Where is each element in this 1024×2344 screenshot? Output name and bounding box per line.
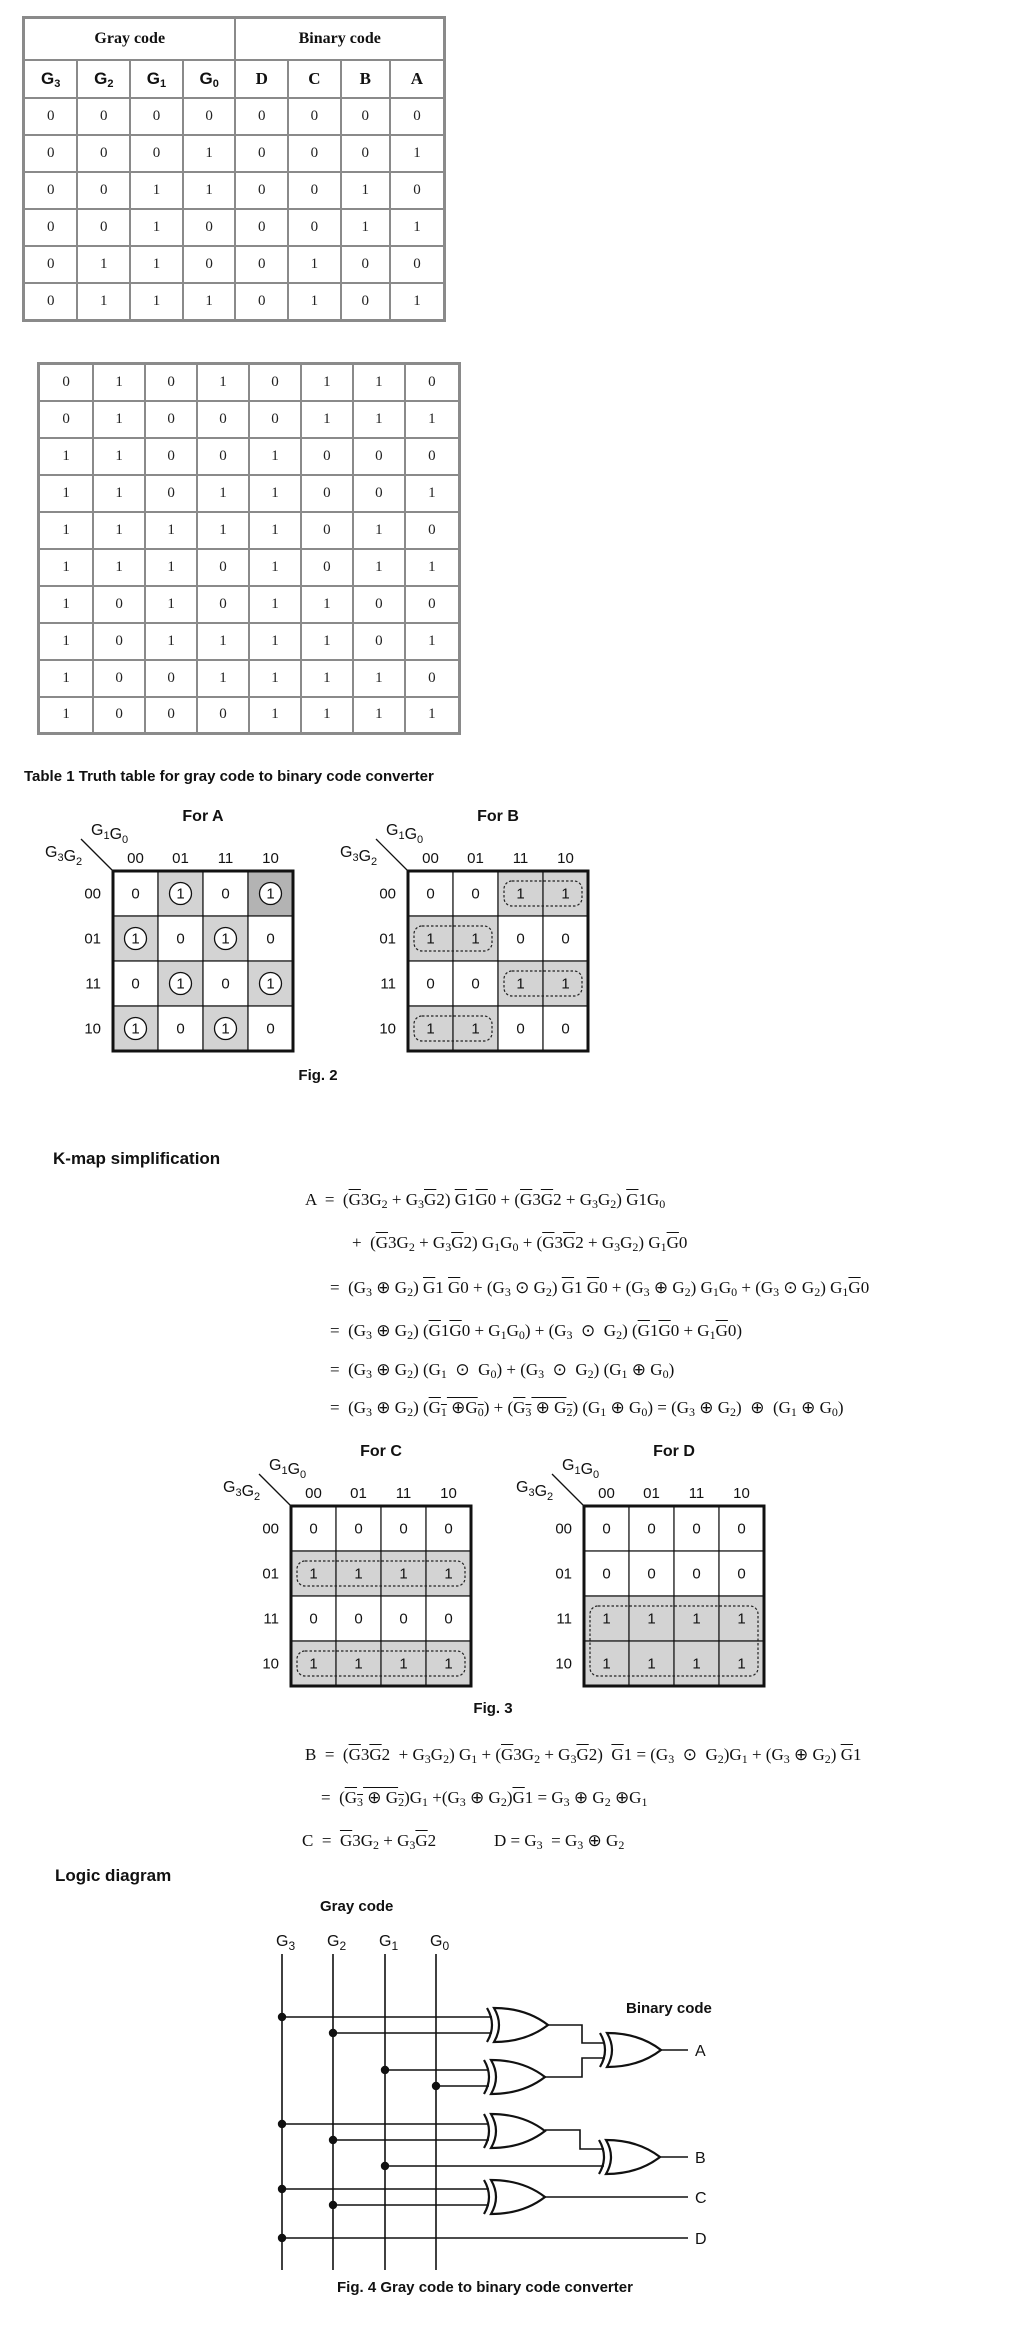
table-cell: 1 (301, 364, 353, 401)
table-cell: 1 (145, 549, 197, 586)
table-cell: 0 (145, 660, 197, 697)
kmap-cell-value: 1 (426, 930, 435, 948)
kmap-cell-value: 0 (647, 1520, 656, 1538)
table-cell: 0 (39, 401, 94, 438)
table-cell: 0 (235, 283, 288, 320)
table-cell: 1 (93, 549, 145, 586)
binary-code-outputs-title: Binary code (626, 2000, 712, 2017)
table-cell: 1 (93, 401, 145, 438)
kmap-cell-value: 0 (354, 1610, 363, 1628)
kmap-col-variable: $G_1G_0$ (91, 822, 129, 846)
table-cell: 1 (39, 475, 94, 512)
kmap-row-label: 10 (379, 1020, 396, 1038)
wire (545, 2130, 604, 2149)
xor-gate-body (494, 2008, 548, 2042)
kmap-row-label: 00 (379, 885, 396, 903)
column-header-g0: $G_0$ (183, 60, 236, 98)
kmap-cell-value: 1 (561, 975, 570, 993)
table-cell: 1 (249, 660, 301, 697)
table-cell: 1 (93, 364, 145, 401)
table-cell: 1 (353, 697, 405, 734)
kmap-cell-value: 1 (471, 930, 480, 948)
eq-A-line4: = ($G_3$ ⊕ $G_2$) $(\overline{G}1\overline{G}0 + G_1G_0) + (G_3$ ⊙ $G_2$) $(\overline{G}1\overline{G}0 + G_1\overline{G}0)$ (330, 1321, 743, 1342)
xor-gate-body (491, 2060, 545, 2094)
kmap-cell-value: 1 (737, 1610, 746, 1628)
table-cell: 1 (197, 512, 249, 549)
kmap-cell-value: 1 (354, 1655, 363, 1673)
table-cell: 1 (39, 586, 94, 623)
kmap-row-label: 10 (84, 1020, 101, 1038)
table-cell: 0 (235, 209, 288, 246)
input-label-g3: $G_3$ (276, 1933, 296, 1953)
table-cell: 1 (249, 697, 301, 734)
table-cell: 1 (197, 623, 249, 660)
table1-caption: Table 1 Truth table for gray code to binary code converter (24, 768, 434, 785)
table-cell: 1 (197, 364, 249, 401)
kmap-cell-value: 1 (176, 885, 185, 903)
kmap-cell-value: 0 (561, 930, 570, 948)
table-cell: 1 (145, 586, 197, 623)
kmap-row-label: 00 (262, 1520, 279, 1538)
kmap-row-label: 01 (555, 1565, 572, 1583)
table-cell: 0 (341, 98, 390, 135)
kmap-cell-value: 1 (266, 885, 275, 903)
table-cell: 0 (183, 209, 236, 246)
kmap-cell-value: 1 (602, 1655, 611, 1673)
table-cell: 0 (405, 364, 460, 401)
table-cell: 0 (93, 660, 145, 697)
kmap-row-label: 11 (556, 1610, 572, 1628)
table-cell: 0 (353, 438, 405, 475)
kmap-cell-value: 0 (471, 975, 480, 993)
kmap-cell-value: 0 (309, 1520, 318, 1538)
kmap-cell-value: 1 (516, 975, 525, 993)
kmap-col-label: 11 (395, 1485, 412, 1502)
table-cell: 0 (301, 512, 353, 549)
gray-code-inputs-title: Gray code (320, 1898, 394, 1915)
table-cell: 1 (353, 364, 405, 401)
xor-back-curve (484, 2060, 489, 2094)
kmap-cell-value: 0 (692, 1520, 701, 1538)
table-cell: 0 (39, 364, 94, 401)
kmap-cell-value: 0 (309, 1610, 318, 1628)
xor-gate-output-c (484, 2180, 545, 2214)
table-cell: 1 (353, 401, 405, 438)
table-cell: 1 (39, 623, 94, 660)
table-cell: 1 (183, 135, 236, 172)
table-cell: 1 (353, 660, 405, 697)
kmap-cell-value: 1 (692, 1610, 701, 1628)
kmap-cell-value: 1 (444, 1655, 453, 1673)
table-cell: 0 (93, 697, 145, 734)
table-cell: 1 (39, 438, 94, 475)
kmap-cell-value: 1 (647, 1610, 656, 1628)
table-cell: 0 (390, 98, 445, 135)
table-cell: 1 (249, 512, 301, 549)
table-cell: 0 (288, 172, 341, 209)
table-cell: 1 (197, 475, 249, 512)
kmap-col-label: 10 (557, 850, 574, 867)
output-label-b: B (695, 2150, 706, 2167)
table-cell: 0 (77, 209, 130, 246)
kmap-col-label: 11 (217, 850, 234, 867)
table-cell: 0 (301, 438, 353, 475)
table-cell: 1 (353, 512, 405, 549)
kmap-col-label: 01 (643, 1485, 660, 1502)
kmap-cell-value: 1 (131, 1020, 140, 1038)
table-cell: 0 (197, 401, 249, 438)
table-cell: 1 (130, 172, 183, 209)
table-cell: 0 (183, 98, 236, 135)
kmap-cell-value: 0 (399, 1520, 408, 1538)
kmap-col-label: 01 (467, 850, 484, 867)
kmap-col-label: 10 (733, 1485, 750, 1502)
kmap-row-label: 11 (380, 975, 396, 993)
table-cell: 0 (145, 364, 197, 401)
kmap-cell-value: 1 (444, 1565, 453, 1583)
fig4-caption: Fig. 4 Gray code to binary code converter (337, 2279, 633, 2296)
table-cell: 0 (235, 98, 288, 135)
eq-A-line2: + $(\overline{G}3G_2 + G_3\overline{G}2) G_1G_0 + (\overline{G}3\overline{G}2 + G_3G_2)$ $G_1\overline{G}0$ (352, 1233, 688, 1254)
table-cell: 0 (24, 209, 78, 246)
kmap-cell-value: 0 (266, 1020, 275, 1038)
table-cell: 0 (24, 283, 78, 320)
kmap-col-label: 10 (440, 1485, 457, 1502)
table-cell: 0 (341, 135, 390, 172)
xor-gate-body (606, 2140, 660, 2174)
table-cell: 1 (405, 401, 460, 438)
table-cell: 0 (77, 172, 130, 209)
table-cell: 1 (183, 283, 236, 320)
kmap-section-heading: K-map simplification (53, 1149, 221, 1168)
table-cell: 0 (235, 246, 288, 283)
table-cell: 0 (24, 135, 78, 172)
table-cell: 1 (39, 660, 94, 697)
gray-code-group-header: Gray code (24, 18, 236, 61)
table-cell: 0 (235, 172, 288, 209)
table-cell: 0 (288, 98, 341, 135)
kmap-title: For D (653, 1443, 695, 1460)
table-cell: 0 (197, 697, 249, 734)
kmap-col-label: 00 (305, 1485, 322, 1502)
kmap-row-variable: $G_3G_2$ (223, 1479, 261, 1503)
table-cell: 0 (353, 623, 405, 660)
table-cell: 1 (301, 697, 353, 734)
table-cell: 1 (130, 209, 183, 246)
kmap-col-label: 01 (172, 850, 189, 867)
table-cell: 1 (405, 623, 460, 660)
kmap-row-variable: $G_3G_2$ (516, 1479, 554, 1503)
eq-A-line5: = ($G_3$ ⊕ $G_2$) ($G_1$ ⊙ $G_0) + (G_3$ ⊙ $G_2$) ($G_1$ ⊕ $G_0$) (330, 1360, 675, 1381)
eq-B-line1: $B = (\overline{G}3\overline{G}2 + G_3G_2) G_1 + (\overline{G}3G_2 + G_3\overline{G}2) \overline{G}1 = (G_3$ ⊙ $G_2)G_1 + (G_3$ ⊕ $G_2$) $\overline{G}1$ (305, 1745, 862, 1766)
table-cell: 1 (301, 660, 353, 697)
table-cell: 1 (301, 401, 353, 438)
table-cell: 1 (93, 475, 145, 512)
xor-gate-output-a (600, 2033, 661, 2067)
xor-gate-body (491, 2114, 545, 2148)
table-cell: 0 (145, 697, 197, 734)
kmap-cell-value: 0 (426, 975, 435, 993)
table-cell: 1 (39, 697, 94, 734)
output-label-d: D (695, 2231, 707, 2248)
eq-B-line2: = ($G_3$ ⊕ $G_2)G_1 +(G_3$ ⊕ $G_2)\overline{G}1 = G_3$ ⊕ $G_2$ $\oplus G_1$ (321, 1788, 648, 1809)
table-cell: 0 (77, 135, 130, 172)
kmap-cell-value: 0 (561, 1020, 570, 1038)
kmap-col-variable: $G_1G_0$ (269, 1457, 307, 1481)
kmap-title: For C (360, 1443, 402, 1460)
kmap-title: For A (182, 808, 224, 825)
xor-back-curve (599, 2140, 604, 2174)
input-label-g2: $G_2$ (327, 1933, 347, 1953)
kmap-cell-value: 0 (399, 1610, 408, 1628)
kmap-row-label: 00 (84, 885, 101, 903)
table-cell: 0 (353, 586, 405, 623)
eq-C: $C = \overline{G}3G_2 + G_3\overline{G}2$ (302, 1831, 437, 1852)
kmap-cell-value: 0 (444, 1520, 453, 1538)
kmap-cell-value: 1 (266, 975, 275, 993)
wire (548, 2025, 605, 2043)
table-cell: 0 (183, 246, 236, 283)
kmap-col-label: 11 (512, 850, 529, 867)
table-cell: 1 (405, 475, 460, 512)
kmap-cell-value: 1 (176, 975, 185, 993)
table-cell: 0 (353, 475, 405, 512)
table-cell: 1 (249, 475, 301, 512)
table-cell: 1 (93, 438, 145, 475)
table-cell: 1 (77, 283, 130, 320)
table-cell: 0 (145, 475, 197, 512)
kmap-cell-value: 1 (516, 885, 525, 903)
table-cell: 1 (390, 135, 445, 172)
kmap-cell-value: 1 (737, 1655, 746, 1673)
table-cell: 0 (390, 246, 445, 283)
table-cell: 0 (405, 512, 460, 549)
table-cell: 0 (249, 401, 301, 438)
table-cell: 0 (93, 623, 145, 660)
kmap-cell-value: 1 (647, 1655, 656, 1673)
kmap-row-label: 10 (555, 1655, 572, 1673)
table-cell: 0 (130, 98, 183, 135)
table-cell: 1 (353, 549, 405, 586)
xor-back-curve (600, 2033, 605, 2067)
table-cell: 1 (390, 209, 445, 246)
table-cell: 0 (235, 135, 288, 172)
table-cell: 0 (24, 98, 78, 135)
kmap-row-variable: $G_3G_2$ (340, 844, 378, 868)
eq-A-line3: = ($G_3$ ⊕ $G_2$) $\overline{G}1$ $\overline{G}0 + (G_3$ ⊙ $G_2$) $\overline{G}1$ $\overline{G}0 + (G_3$ ⊕ $G_2$) $G_1G_0 + (G_3$ ⊙ $G_2$) $G_1\overline{G}0$ (330, 1278, 870, 1299)
table-cell: 0 (405, 660, 460, 697)
column-header-g1: $G_1$ (130, 60, 183, 98)
kmap-cell-value: 0 (176, 930, 185, 948)
kmap-cell-value: 0 (426, 885, 435, 903)
xor-gate-g3-g2-b (484, 2114, 545, 2148)
logic-diagram-heading: Logic diagram (55, 1866, 172, 1885)
table-cell: 1 (197, 660, 249, 697)
xor-gate-output-b (599, 2140, 660, 2174)
kmap-cell-value: 0 (131, 885, 140, 903)
table-cell: 0 (249, 364, 301, 401)
kmap-cell-value: 1 (309, 1655, 318, 1673)
kmap-cell-value: 1 (602, 1610, 611, 1628)
xor-gate-body (607, 2033, 661, 2067)
table-cell: 1 (39, 549, 94, 586)
xor-back-curve (484, 2114, 489, 2148)
kmap-cell-value: 0 (354, 1520, 363, 1538)
table-cell: 0 (301, 549, 353, 586)
column-header-a: A (390, 60, 445, 98)
table-cell: 1 (130, 246, 183, 283)
kmap-cell-value: 1 (561, 885, 570, 903)
kmap-row-label: 01 (262, 1565, 279, 1583)
table-cell: 1 (288, 283, 341, 320)
table-cell: 1 (145, 512, 197, 549)
kmap-col-label: 00 (598, 1485, 615, 1502)
kmap-col-label: 10 (262, 850, 279, 867)
kmap-cell-value: 0 (131, 975, 140, 993)
column-header-c: C (288, 60, 341, 98)
kmap-row-label: 01 (84, 930, 101, 948)
kmap-cell-value: 1 (354, 1565, 363, 1583)
kmap-cell-value: 0 (221, 975, 230, 993)
table-cell: 0 (341, 246, 390, 283)
kmap-col-variable: $G_1G_0$ (386, 822, 424, 846)
table-cell: 1 (405, 549, 460, 586)
kmap-col-label: 00 (422, 850, 439, 867)
table-cell: 0 (341, 283, 390, 320)
kmap-cell-value: 1 (131, 930, 140, 948)
table-cell: 1 (249, 623, 301, 660)
table-cell: 1 (93, 512, 145, 549)
kmap-row-variable: $G_3G_2$ (45, 844, 83, 868)
kmap-row-label: 11 (85, 975, 101, 993)
xor-back-curve (487, 2008, 492, 2042)
input-label-g0: $G_0$ (430, 1933, 450, 1953)
kmap-col-label: 01 (350, 1485, 367, 1502)
table-cell: 0 (145, 401, 197, 438)
output-label-c: C (695, 2190, 707, 2207)
table-cell: 1 (183, 172, 236, 209)
kmap-cell-value: 1 (309, 1565, 318, 1583)
column-header-g3: $G_3$ (24, 60, 78, 98)
table-cell: 0 (197, 549, 249, 586)
table-cell: 0 (390, 172, 445, 209)
kmap-cell-value: 0 (647, 1565, 656, 1583)
eq-D: $D = G_3 = G_3$ ⊕ $G_2$ (494, 1831, 625, 1852)
kmap-cell-value: 0 (602, 1565, 611, 1583)
table-cell: 1 (249, 438, 301, 475)
kmap-row-label: 00 (555, 1520, 572, 1538)
table-cell: 0 (24, 246, 78, 283)
table-cell: 1 (301, 586, 353, 623)
table-cell: 0 (130, 135, 183, 172)
table-cell: 1 (301, 623, 353, 660)
kmap-cell-value: 0 (266, 930, 275, 948)
kmap-col-label: 11 (688, 1485, 705, 1502)
input-label-g1: $G_1$ (379, 1933, 399, 1953)
kmap-cell-value: 0 (602, 1520, 611, 1538)
xor-back-curve (484, 2180, 489, 2214)
table-cell: 0 (405, 438, 460, 475)
table-cell: 0 (405, 586, 460, 623)
table-cell: 1 (249, 586, 301, 623)
table-cell: 0 (24, 172, 78, 209)
kmap-col-label: 00 (127, 850, 144, 867)
table-cell: 0 (93, 586, 145, 623)
table-cell: 0 (77, 98, 130, 135)
kmap-row-label: 10 (262, 1655, 279, 1673)
kmap-cell-value: 0 (692, 1565, 701, 1583)
kmap-col-variable: $G_1G_0$ (562, 1457, 600, 1481)
eq-A-line1: $A = (\overline{G}3G_2 + G_3\overline{G}2) \overline{G}1\overline{G}0 + (\overline{G}3\overline{G}2 + G_3G_2)$ $\overline{G}1G_0$ (305, 1190, 666, 1211)
kmap-cell-value: 0 (516, 1020, 525, 1038)
kmap-cell-value: 0 (737, 1520, 746, 1538)
fig2-caption: Fig. 2 (298, 1067, 338, 1084)
kmap-cell-value: 0 (737, 1565, 746, 1583)
kmap-cell-value: 1 (399, 1565, 408, 1583)
kmap-cell-value: 0 (221, 885, 230, 903)
binary-code-group-header: Binary code (235, 18, 444, 61)
table-cell: 1 (288, 246, 341, 283)
wire (545, 2058, 605, 2077)
eq-A-line6: = ($G_3$ ⊕ $G_2$) ($G_1$ $\oplus G_0) + (G_3$ ⊕ $G_2$) ($G_1$ ⊕ $G_0) = (G_3$ ⊕ $G_2$) ⊕ ($G_1$ ⊕ $G_0$) (330, 1398, 844, 1419)
xor-gate-body (491, 2180, 545, 2214)
fig3-caption: Fig. 3 (473, 1700, 513, 1717)
kmap-cell-value: 1 (692, 1655, 701, 1673)
table-cell: 0 (288, 209, 341, 246)
kmap-cell-value: 0 (516, 930, 525, 948)
kmap-cell-value: 1 (426, 1020, 435, 1038)
table-cell: 1 (77, 246, 130, 283)
table-cell: 1 (405, 697, 460, 734)
kmap-cell-value: 1 (221, 930, 230, 948)
table-cell: 1 (249, 549, 301, 586)
table-cell: 1 (341, 209, 390, 246)
output-label-a: A (695, 2043, 706, 2060)
kmap-cell-value: 0 (176, 1020, 185, 1038)
table-cell: 0 (145, 438, 197, 475)
table-cell: 0 (197, 438, 249, 475)
column-header-g2: $G_2$ (77, 60, 130, 98)
kmap-row-label: 11 (263, 1610, 279, 1628)
kmap-cell-value: 1 (399, 1655, 408, 1673)
table-cell: 1 (390, 283, 445, 320)
table-cell: 1 (130, 283, 183, 320)
kmap-title: For B (477, 808, 519, 825)
table-cell: 1 (39, 512, 94, 549)
kmap-cell-value: 0 (444, 1610, 453, 1628)
table-cell: 1 (341, 172, 390, 209)
xor-gate-g3-g2-a (487, 2008, 548, 2042)
table-cell: 1 (145, 623, 197, 660)
column-header-d: D (235, 60, 288, 98)
column-header-b: B (341, 60, 390, 98)
xor-gate-g1-g0 (484, 2060, 545, 2094)
kmap-cell-value: 1 (221, 1020, 230, 1038)
kmap-cell-value: 1 (471, 1020, 480, 1038)
kmap-cell-value: 0 (471, 885, 480, 903)
kmap-row-label: 01 (379, 930, 396, 948)
table-cell: 0 (197, 586, 249, 623)
table-cell: 0 (301, 475, 353, 512)
table-cell: 0 (288, 135, 341, 172)
